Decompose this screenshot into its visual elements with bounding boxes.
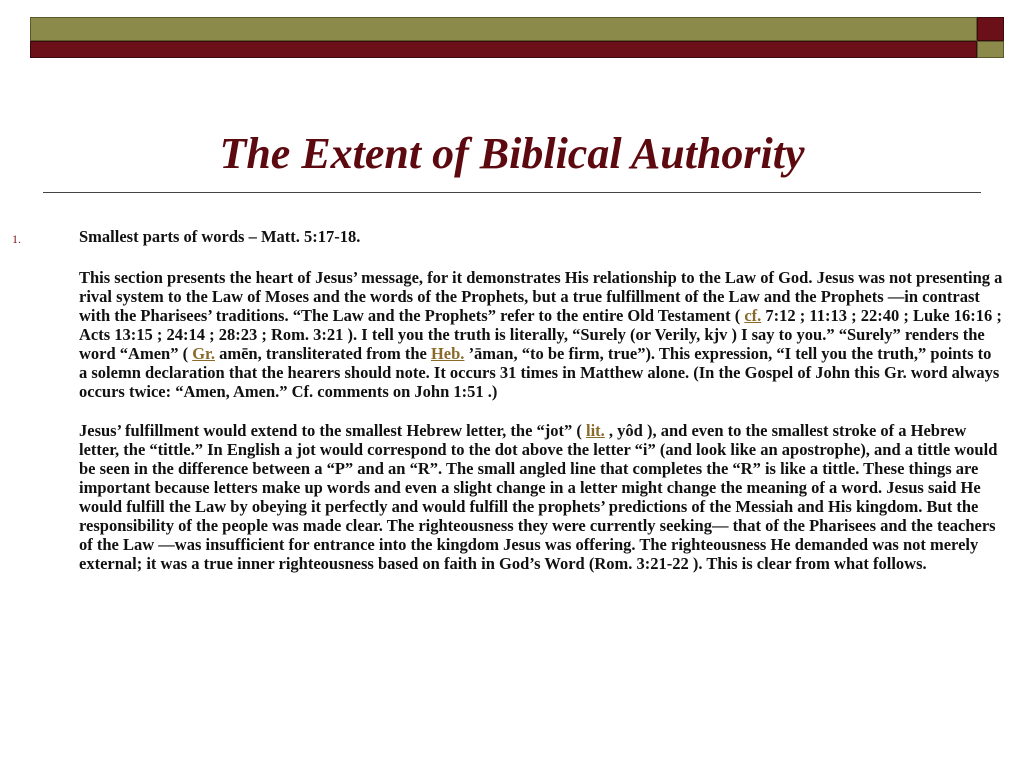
- slide-title: The Extent of Biblical Authority: [219, 129, 805, 178]
- header-bar-red: [30, 41, 977, 58]
- link-cf[interactable]: cf.: [744, 306, 762, 325]
- paragraph-1-text-d: ’āman, “to be firm, true”). This expression, “I tell you the truth,” points to a solemn declaration that the hearers should note. It occurs 31 times in Matthew alone. (In the Gospel of John this Gr. word always occurs twice: “Amen, Amen.” Cf. comments on John 1:51 .): [79, 344, 1000, 401]
- title-divider: [43, 192, 981, 193]
- link-gr[interactable]: Gr.: [192, 344, 215, 363]
- paragraph-1: [79, 268, 1003, 401]
- header-square-olive: [977, 41, 1004, 58]
- link-heb[interactable]: Heb.: [430, 344, 465, 363]
- paragraph-2: [79, 421, 1003, 573]
- paragraph-1-text-a: This section presents the heart of Jesus’ message, for it demonstrates His relationship to the Law of God. Jesus was not presenting a rival system to the Law of Moses and the words of the Prophets, but a true fulfillment of the Law and the Prophets —in contrast with the Pharisees’ traditions. “The Law and the Prophets” refer to the entire Old Testament (: [79, 268, 1003, 325]
- paragraph-1-text-c: amēn, transliterated from the: [214, 344, 431, 363]
- paragraph-1-text-b: 7:12 ; 11:13 ; 22:40 ; Luke 16:16 ; Acts 13:15 ; 24:14 ; 28:23 ; Rom. 3:21 ). I tell you the truth is literally, “Surely (or Verily, kjv ) I say to you.” “Surely” renders the word “Amen” (: [79, 306, 1002, 363]
- paragraph-2-text-a: Jesus’ fulfillment would extend to the smallest Hebrew letter, the “jot” (: [79, 421, 586, 440]
- paragraph-2-text-b: , yôd ), and even to the smallest stroke of a Hebrew letter, the “tittle.” In English a jot would correspond to the dot above the letter “i” (and look like an apostrophe), and a tittle would be seen in the difference between a “P” and an “R”. The small angled line that completes the “R” is like a tittle. These things are important because letters make up words and even a slight change in a letter might change the meaning of a word. Jesus said He would fulfill the Law by obeying it perfectly and would fulfill the prophets’ predictions of the Messiah and His kingdom. But the responsibility of the people was made clear. The righteousness they were currently seeking— that of the Pharisees and the teachers of the Law —was insufficient for entrance into the kingdom Jesus was offering. The righteousness He demanded was not merely external; it was a true inner righteousness based on faith in God’s Word (Rom. 3:21-22 ). This is clear from what follows.: [79, 421, 998, 573]
- slide-content: [79, 226, 1003, 593]
- list-item-heading: Smallest parts of words – Matt. 5:17-18.: [79, 227, 361, 246]
- link-lit[interactable]: lit.: [586, 421, 605, 440]
- header-square-red: [977, 17, 1004, 41]
- list-number: 1.: [12, 232, 21, 246]
- header-bar-olive: [30, 17, 977, 41]
